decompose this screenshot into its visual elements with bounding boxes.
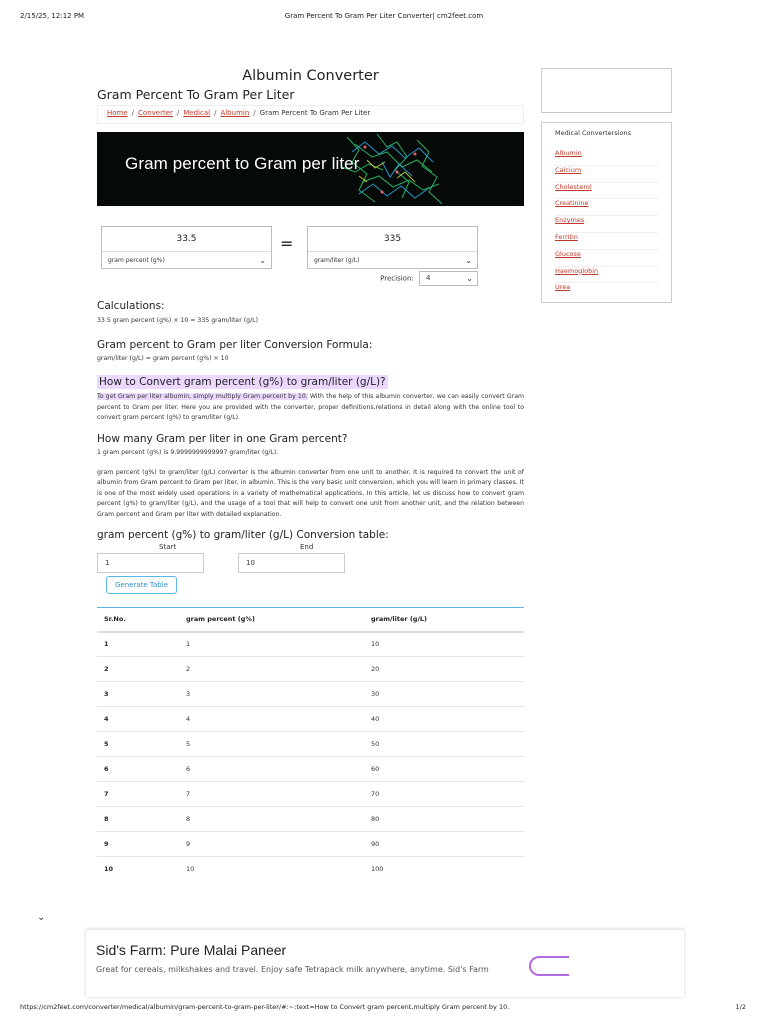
sidebar-link[interactable]: Ferritin bbox=[555, 232, 578, 241]
table-cell: 6 bbox=[97, 757, 186, 782]
sidebar-item-calcium bbox=[555, 166, 658, 183]
print-page-title: Gram Percent To Gram Per Liter Converter| cm2feet.com bbox=[284, 12, 484, 20]
howto-heading: How to Convert gram percent (g%) to gram/liter (g/L)? bbox=[99, 376, 386, 388]
breadcrumb-separator: / bbox=[131, 109, 135, 117]
chevron-down-icon: ⌄ bbox=[259, 256, 266, 265]
table-cell: 100 bbox=[371, 857, 524, 882]
to-unit-label: gram/liter (g/L) bbox=[314, 257, 360, 264]
end-input[interactable]: 10 bbox=[238, 553, 345, 573]
breadcrumb bbox=[97, 105, 524, 124]
formula-heading: Gram percent to Gram per liter Conversion Formula: bbox=[97, 339, 373, 351]
table-row bbox=[97, 857, 524, 882]
equals-sign: = bbox=[280, 234, 294, 253]
end-label: End bbox=[300, 543, 314, 551]
sidebar-item-ferritin bbox=[555, 233, 658, 250]
table-cell: 9 bbox=[186, 832, 371, 857]
howmany-heading: How many Gram per liter in one Gram percent? bbox=[97, 432, 348, 445]
print-page-number: 1/2 bbox=[735, 1003, 746, 1011]
main-content bbox=[97, 60, 524, 882]
table-cell: 5 bbox=[186, 732, 371, 757]
sidebar-link[interactable]: Urea bbox=[555, 283, 571, 292]
precision-label: Precision: bbox=[380, 274, 414, 283]
howto-text: With the help of this albumin converter, we can easily convert Gram percent to Gram per liter. Here you are provided with the converter, proper definitions,relations in detail along with the online tool to convert gram percent (g%) to gram/liter (g/L). bbox=[97, 393, 525, 421]
bottom-ad-banner[interactable] bbox=[86, 929, 684, 997]
table-row bbox=[97, 757, 524, 782]
table-cell: 30 bbox=[371, 682, 524, 707]
sidebar-link[interactable]: Glucose bbox=[555, 249, 581, 258]
from-box bbox=[101, 226, 272, 269]
sidebar-item-enzymes bbox=[555, 216, 658, 233]
table-cell: 20 bbox=[371, 657, 524, 682]
table-cell: 40 bbox=[371, 707, 524, 732]
sidebar-link[interactable]: Cholesterol bbox=[555, 182, 592, 191]
table-row bbox=[97, 782, 524, 807]
table-cell: 10 bbox=[186, 857, 371, 882]
table-cell: 7 bbox=[97, 782, 186, 807]
sidebar-link[interactable]: Creatinine bbox=[555, 199, 589, 208]
howto-paragraph bbox=[97, 392, 524, 424]
from-unit-label: gram percent (g%) bbox=[108, 257, 165, 264]
generate-table-button[interactable]: Generate Table bbox=[106, 576, 177, 594]
breadcrumb-converter[interactable]: Converter bbox=[138, 109, 173, 117]
sidebar-medical-conversions bbox=[541, 122, 672, 303]
table-cell: 4 bbox=[186, 707, 371, 732]
ad-title: Sid's Farm: Pure Malai Paneer bbox=[96, 942, 287, 958]
sidebar-item-albumin bbox=[555, 149, 658, 166]
table-cell: 7 bbox=[186, 782, 371, 807]
chevron-down-icon: ⌄ bbox=[466, 274, 473, 283]
table-cell: 3 bbox=[186, 682, 371, 707]
table-row bbox=[97, 657, 524, 682]
column-header-srno: Sr.No. bbox=[97, 608, 186, 632]
table-cell: 10 bbox=[97, 857, 186, 882]
table-cell: 2 bbox=[97, 657, 186, 682]
banner-image bbox=[97, 132, 524, 206]
breadcrumb-albumin[interactable]: Albumin bbox=[220, 109, 250, 117]
table-cell: 10 bbox=[371, 632, 524, 657]
sidebar-link[interactable]: Enzymes bbox=[555, 216, 585, 225]
table-cell: 1 bbox=[97, 632, 186, 657]
table-row bbox=[97, 632, 524, 657]
sidebar-item-glucose bbox=[555, 250, 658, 267]
breadcrumb-separator: / bbox=[253, 109, 256, 117]
ad-description: Great for cereals, milkshakes and travel. Enjoy safe Tetrapack milk anywhere, anytime. Sid's Farm bbox=[96, 965, 489, 974]
table-header-row bbox=[97, 608, 524, 632]
table-cell: 4 bbox=[97, 707, 186, 732]
to-box bbox=[307, 226, 478, 269]
table-cell: 90 bbox=[371, 832, 524, 857]
howto-highlight: To get Gram per liter albumin, simply multiply Gram percent by 10. bbox=[97, 393, 308, 400]
table-row bbox=[97, 682, 524, 707]
page-title: Gram Percent To Gram Per Liter bbox=[97, 87, 295, 102]
table-cell: 6 bbox=[186, 757, 371, 782]
sidebar-heading: Medical Convertersions bbox=[555, 129, 632, 137]
start-input[interactable]: 1 bbox=[97, 553, 204, 573]
sidebar-item-cholesterol bbox=[555, 183, 658, 200]
range-controls bbox=[97, 543, 524, 595]
breadcrumb-current: Gram Percent To Gram Per Liter bbox=[259, 109, 371, 117]
calculations-heading: Calculations: bbox=[97, 300, 165, 312]
table-row bbox=[97, 832, 524, 857]
chevron-down-icon: ⌄ bbox=[465, 256, 472, 265]
from-unit-select[interactable] bbox=[102, 252, 271, 269]
to-value-input[interactable]: 335 bbox=[308, 227, 477, 252]
table-row bbox=[97, 732, 524, 757]
ad-cta-button[interactable] bbox=[529, 956, 569, 976]
table-cell: 5 bbox=[97, 732, 186, 757]
table-cell: 1 bbox=[186, 632, 371, 657]
table-cell: 2 bbox=[186, 657, 371, 682]
table-cell: 8 bbox=[97, 807, 186, 832]
table-row bbox=[97, 807, 524, 832]
table-cell: 50 bbox=[371, 732, 524, 757]
print-datetime: 2/15/25, 12:12 PM bbox=[20, 12, 85, 20]
precision-select[interactable] bbox=[419, 271, 478, 286]
formula-text: gram/liter (g/L) = gram percent (g%) × 10 bbox=[97, 355, 229, 362]
table-cell: 80 bbox=[371, 807, 524, 832]
sidebar-link[interactable]: Calcium bbox=[555, 165, 582, 174]
to-unit-select[interactable] bbox=[308, 252, 477, 269]
table-cell: 3 bbox=[97, 682, 186, 707]
table-row bbox=[97, 707, 524, 732]
app-title: Albumin Converter bbox=[242, 68, 379, 84]
column-header-gram-percent: gram percent (g%) bbox=[186, 608, 371, 632]
precision-control bbox=[380, 271, 478, 286]
breadcrumb-home[interactable]: Home bbox=[107, 109, 128, 117]
table-cell: 60 bbox=[371, 757, 524, 782]
table-cell: 8 bbox=[186, 807, 371, 832]
sidebar-link[interactable]: Haemoglobin bbox=[555, 266, 599, 275]
print-url: https://cm2feet.com/converter/medical/albumin/gram-percent-to-gram-per-liter/#:~:text=How to Convert gram percent,multiply Gram percent by 10. bbox=[20, 1003, 510, 1011]
breadcrumb-separator: / bbox=[214, 109, 217, 117]
banner-title: Gram percent to Gram per liter bbox=[125, 154, 360, 173]
table-cell: 9 bbox=[97, 832, 186, 857]
about-paragraph: gram percent (g%) to gram/liter (g/L) converter is the albumin converter from one unit to another. It is required to convert the unit of albumin from Gram percent to Gram per liter, in albumin. This is the very basic unit conversion, which you will learn in primary classes. It is one of the most widely used operations in a variety of mathematical applications. In this article, let us discuss how to convert gram percent (g%) to gram/liter (g/L), and the usage of a tool that will help to convert one unit from another unit, and the relation between Gram percent and Gram per liter with detailed explanation. bbox=[97, 468, 524, 518]
sidebar-item-creatinine bbox=[555, 199, 658, 216]
column-header-gram-liter: gram/liter (g/L) bbox=[371, 608, 524, 632]
howmany-text: 1 gram percent (g%) is 9.9999999999997 gram/liter (g/L). bbox=[97, 448, 279, 456]
start-label: Start bbox=[159, 543, 177, 551]
table-heading: gram percent (g%) to gram/liter (g/L) Conversion table: bbox=[97, 529, 389, 541]
converter-widget bbox=[97, 226, 524, 294]
breadcrumb-medical[interactable]: Medical bbox=[183, 109, 211, 117]
sidebar-ad-slot bbox=[541, 68, 672, 113]
breadcrumb-separator: / bbox=[176, 109, 180, 117]
sidebar-item-haemoglobin bbox=[555, 267, 658, 284]
calculations-text: 33.5 gram percent (g%) × 10 = 335 gram/liter (g/L) bbox=[97, 317, 259, 324]
sidebar-item-urea bbox=[555, 283, 658, 300]
table-cell: 70 bbox=[371, 782, 524, 807]
sidebar-link[interactable]: Albumin bbox=[555, 149, 582, 157]
precision-value: 4 bbox=[426, 274, 431, 282]
chevron-down-icon[interactable]: ⌄ bbox=[37, 912, 46, 923]
conversion-table bbox=[97, 607, 524, 882]
from-value-input[interactable]: 33.5 bbox=[102, 227, 271, 252]
